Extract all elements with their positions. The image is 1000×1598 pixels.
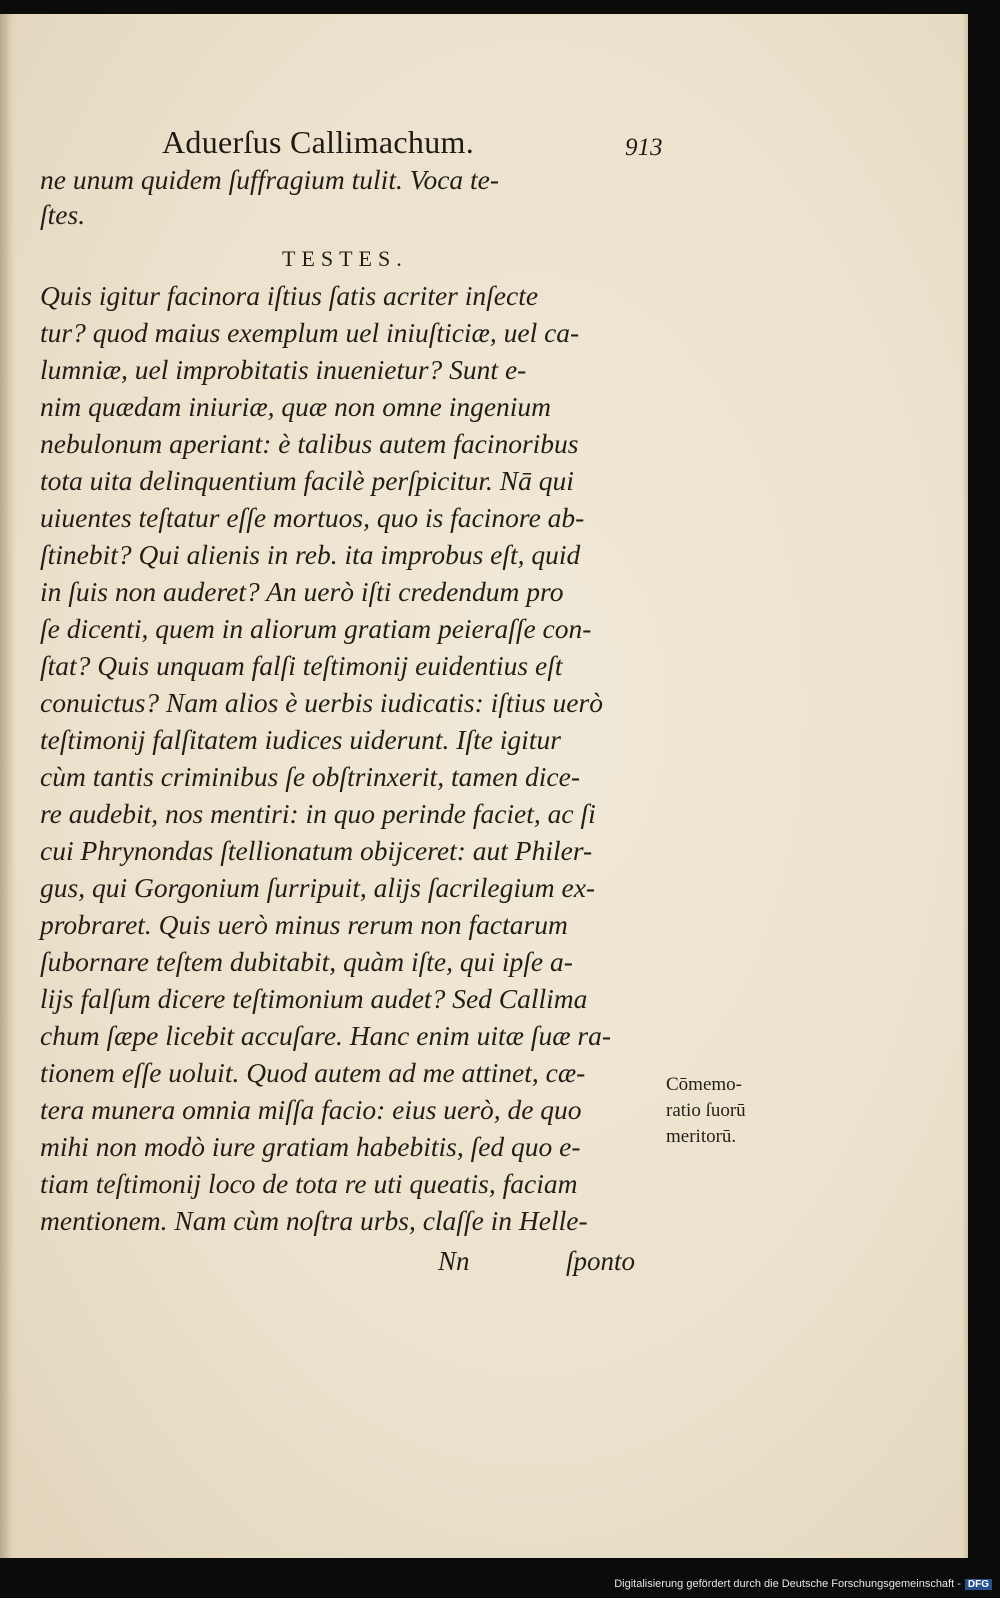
body-line: probraret. Quis uerò minus rerum non factarum bbox=[40, 909, 568, 940]
marginal-note-line: meritorū. bbox=[666, 1126, 737, 1147]
marginal-note-line: ratio ſuorū bbox=[666, 1100, 746, 1121]
digitization-credit bbox=[614, 1578, 992, 1590]
body-line: ſe dicenti, quem in aliorum gratiam peieraſſe con- bbox=[40, 613, 592, 644]
body-line: ſubornare teſtem dubitabit, quàm iſte, qui ipſe a- bbox=[40, 946, 573, 977]
body-line: tera munera omnia miſſa facio: eius uerò, de quo bbox=[40, 1094, 582, 1125]
body-line: ne unum quidem ſuffragium tulit. Voca te- bbox=[40, 164, 500, 195]
section-heading: TESTES. bbox=[282, 246, 408, 271]
body-line: mihi non modò iure gratiam habebitis, ſed quo e- bbox=[40, 1131, 581, 1162]
catchword: ſponto bbox=[566, 1246, 636, 1276]
body-line: ſtes. bbox=[40, 199, 86, 230]
page-edge-shadow bbox=[962, 14, 968, 1558]
folio-number: 913 bbox=[625, 134, 663, 161]
body-line: lumniæ, uel improbitatis inuenietur? Sunt e- bbox=[40, 354, 527, 385]
body-line: nebulonum aperiant: è talibus autem facinoribus bbox=[40, 428, 579, 459]
body-line: re audebit, nos mentiri: in quo perinde faciet, ac ſi bbox=[40, 798, 596, 829]
body-line: chum ſæpe licebit accuſare. Hanc enim uitæ ſuæ ra- bbox=[40, 1020, 612, 1051]
book-page bbox=[0, 14, 968, 1558]
body-line: conuictus? Nam alios è uerbis iudicatis: iſtius uerò bbox=[40, 687, 603, 718]
body-line: mentionem. Nam cùm noſtra urbs, claſſe in Helle- bbox=[40, 1205, 588, 1236]
page-gutter-shadow bbox=[0, 14, 16, 1558]
marginal-note-line: Cōmemo- bbox=[666, 1074, 742, 1095]
signature-mark: Nn bbox=[438, 1246, 470, 1276]
body-line: teſtimonij falſitatem iudices uiderunt. Iſte igitur bbox=[40, 724, 561, 755]
body-line: ſtinebit? Qui alienis in reb. ita improbus eſt, quid bbox=[40, 539, 581, 570]
credit-text: Digitalisierung gefördert durch die Deutsche Forschungsgemeinschaft - bbox=[614, 1578, 961, 1590]
body-line: tota uita delinquentium facilè perſpicitur. Nā qui bbox=[40, 465, 574, 496]
body-line: Quis igitur facinora iſtius ſatis acriter inſecte bbox=[40, 280, 539, 311]
body-line: tur? quod maius exemplum uel iniuſticiæ, uel ca- bbox=[40, 317, 580, 348]
body-line: cui Phrynondas ſtellionatum obijceret: aut Philer- bbox=[40, 835, 593, 866]
body-line: cùm tantis criminibus ſe obſtrinxerit, tamen dice- bbox=[40, 761, 580, 792]
dfg-logo: DFG bbox=[965, 1579, 992, 1590]
body-line: tiam teſtimonij loco de tota re uti queatis, faciam bbox=[40, 1168, 578, 1199]
body-line: gus, qui Gorgonium ſurripuit, alijs ſacrilegium ex- bbox=[40, 872, 596, 903]
body-line: in ſuis non auderet? An uerò iſti credendum pro bbox=[40, 576, 564, 607]
body-line: nim quædam iniuriæ, quæ non omne ingenium bbox=[40, 391, 552, 422]
body-line: tionem eſſe uoluit. Quod autem ad me attinet, cæ- bbox=[40, 1057, 586, 1088]
body-line: lijs falſum dicere teſtimonium audet? Sed Callima bbox=[40, 983, 588, 1014]
body-line: uiuentes teſtatur eſſe mortuos, quo is facinore ab- bbox=[40, 502, 585, 533]
running-head: Aduerſus Callimachum. bbox=[162, 124, 475, 160]
body-line: ſtat? Quis unquam falſi teſtimonij euidentius eſt bbox=[40, 650, 563, 681]
